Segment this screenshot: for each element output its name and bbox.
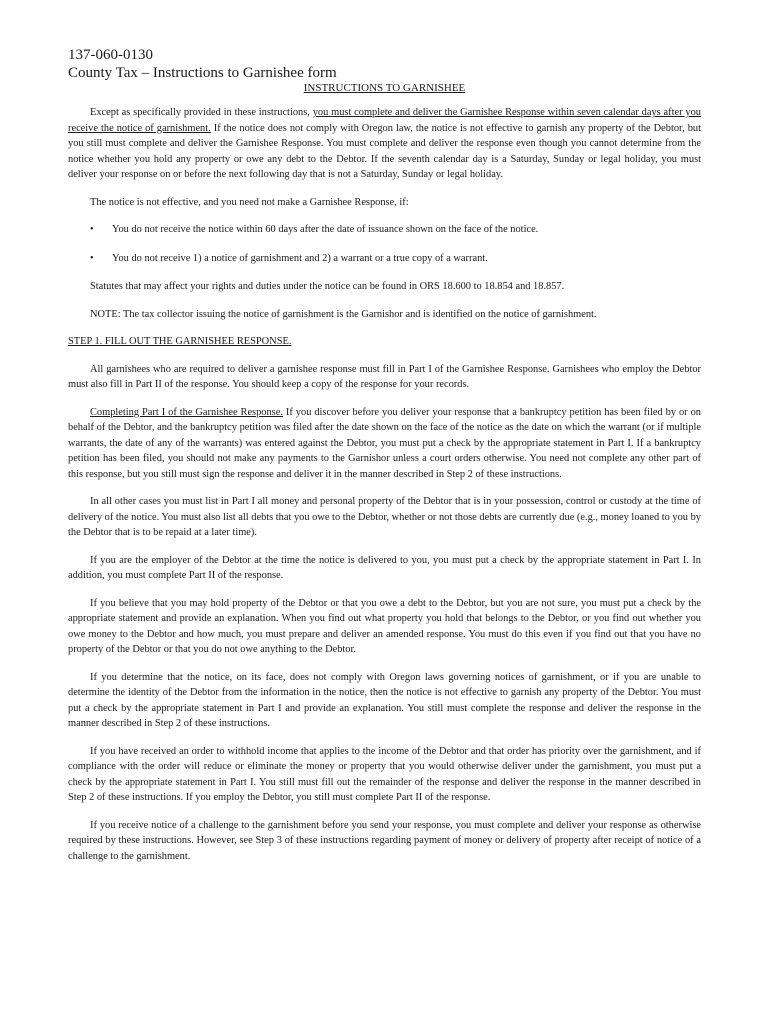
not-effective-paragraph: The notice is not effective, and you need not make a Garnishee Response, if: xyxy=(90,196,409,208)
bullet-text: You do not receive the notice within 60 days after the date of issuance shown on the face of the notice. xyxy=(112,224,539,235)
bullet-icon: • xyxy=(90,224,94,235)
rule-number: 137-060-0130 xyxy=(68,47,153,63)
step1-paragraph-4: If you are the employer of the Debtor at the time the notice is delivered to you, you must put a check by the appropriate statement in Part I. In addition, you must complete Part II of the response. xyxy=(68,554,701,581)
step1-paragraph-7: If you have received an order to withhold income that applies to the income of the Debtor and that order has priority over the garnishment, and if compliance with the order will reduce or eliminate the money or property that you would otherwise deliver under the garnishment, you must put a check by the appropriate statement in Part I. You still must fill out the remainder of the response and deliver the response in the manner described in Step 2 of these instructions. If you employ the Debtor, you still must complete Part II of the response. xyxy=(68,745,701,803)
statutes-paragraph: Statutes that may affect your rights and duties under the notice can be found in ORS 18.600 to 18.854 and 18.857. xyxy=(90,281,565,292)
list-item xyxy=(68,222,701,238)
step1-paragraph-2 xyxy=(68,405,701,483)
intro-deadline-underlined: you must complete and deliver the Garnishee Response within seven calendar days after you receive the notice of garnishment. xyxy=(68,107,702,134)
note-paragraph: NOTE: The tax collector issuing the notice of garnishment is the Garnishor and is identified on the notice of garnishment. xyxy=(90,308,597,320)
bullet-icon: • xyxy=(90,252,94,264)
step1-paragraph-3: In all other cases you must list in Part I all money and personal property of the Debtor that is in your possession, control or custody at the time of delivery of the notice. You must also list all debts that you owe to the Debtor, whether or not those debts are currently due (e.g., money loaned to you by the Debtor that is to be repaid at a later time). xyxy=(68,496,701,538)
step1-paragraph-1: All garnishees who are required to deliver a garnishee response must fill in Part I of the Garnishee Response. Garnishees who employ the Debtor must also fill in Part II of the response. You should keep a copy of the response for your records. xyxy=(68,363,701,390)
step1-paragraph-6: If you determine that the notice, on its face, does not comply with Oregon laws governing notices of garnishment, or if you are unable to determine the identity of the Debtor from the information in the notice, then the notice is not effective to garnish any property of the Debtor. You must put a check by the appropriate statement in Part I and provide an explanation. You still must complete the response and deliver the response in the manner described in Step 2 of these instructions. xyxy=(68,671,701,729)
document-page xyxy=(68,46,701,876)
completing-part1-heading: Completing Part I of the Garnishee Response. xyxy=(90,406,283,418)
completing-part1-text: If you discover before you deliver your response that a bankruptcy petition has been filed by or on behalf of the Debtor, and the bankruptcy petition was filed after the date shown on the face of the notice as the date on which the warrant (or if multiple warrants, the date of any of the warrants) was entered against the Debtor, you must put a check by the appropriate statement in Part I. If a bankruptcy petition has been filed, you should not make any payments to the Garnishor unless a court orders otherwise. You need not complete any other part of this response, but you still must sign the response and deliver it in the manner described in Step 2 of these instructions. xyxy=(68,406,701,480)
step1-heading: STEP 1. FILL OUT THE GARNISHEE RESPONSE. xyxy=(68,336,292,347)
step1-paragraph-5: If you believe that you may hold property of the Debtor or that you owe a debt to the Debtor, but you are not sure, you must put a check by the appropriate statement and provide an explanation. When you find out what property you hold that belongs to the Debtor, or you find out whether you owe money to the Debtor and how much, you must prepare and deliver an amended response. You must do this even if you find out that you have no property of the Debtor or that you do not owe anything to the Debtor. xyxy=(68,597,701,655)
step1-paragraph-8: If you receive notice of a challenge to the garnishment before you send your response, you must complete and deliver your response as otherwise required by these instructions. However, see Step 3 of these instructions regarding payment of money or delivery of property after receipt of notice of a challenge to the garnishment. xyxy=(68,819,701,862)
document-title: County Tax – Instructions to Garnishee form xyxy=(68,65,337,81)
section-heading: INSTRUCTIONS TO GARNISHEE xyxy=(303,82,466,94)
intro-rest: If the notice does not comply with Oregon law, the notice is not effective to garnish any property of the Debtor, but you still must complete and deliver the Garnishee Response. You must complete and deliver the response even though you cannot determine from the notice whether you hold any property or owe any debt to the Debtor. If the seventh calendar day is a Saturday, Sunday or legal holiday, you must deliver your response on or before the next following day that is not a Saturday, Sunday or legal holiday. xyxy=(68,122,701,180)
intro-paragraph xyxy=(68,105,701,183)
intro-lead: Except as specifically provided in these instructions, xyxy=(90,107,313,118)
bullet-text: You do not receive 1) a notice of garnishment and 2) a warrant or a true copy of a warrant. xyxy=(112,252,488,264)
list-item xyxy=(68,251,701,267)
